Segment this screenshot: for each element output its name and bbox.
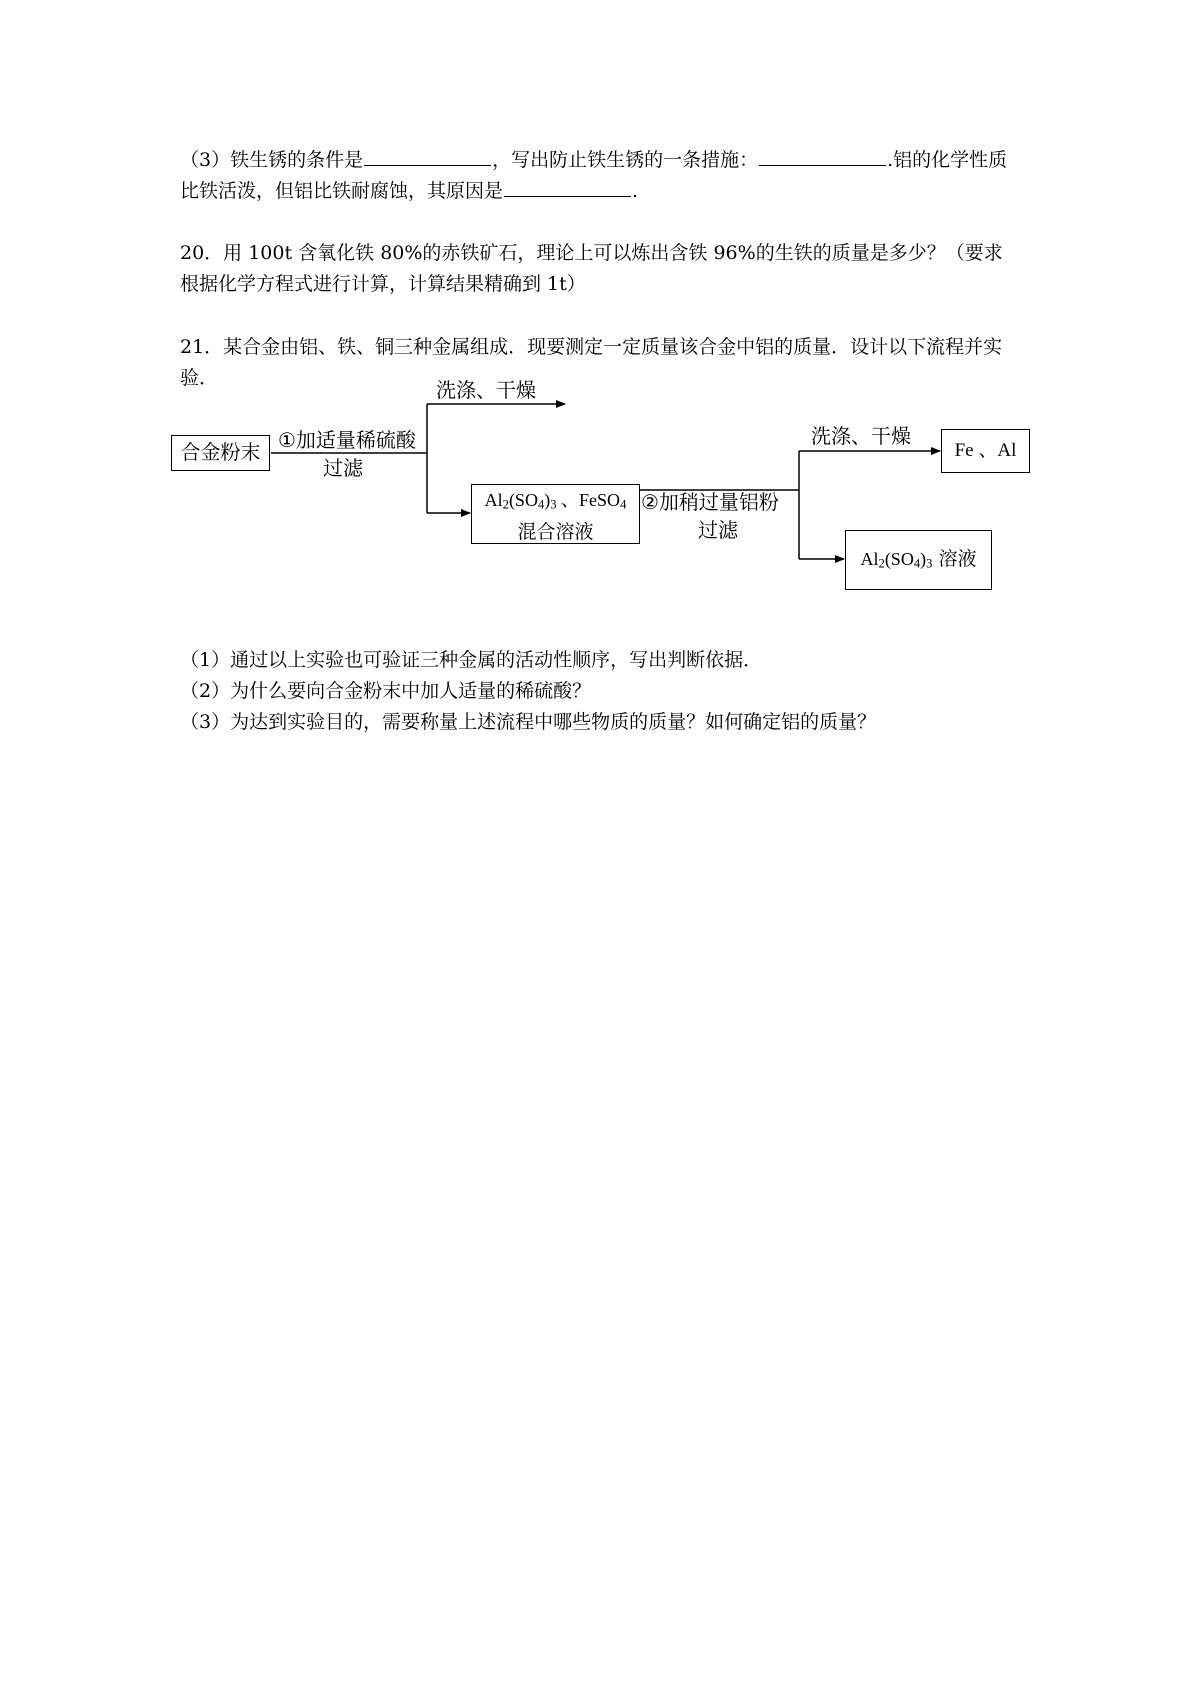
mixed-solution-formula: $Al_2(SO_4)_3$ 、FeSO$_4$	[484, 490, 627, 512]
step2-reagent-label: ②加稍过量铝粉	[641, 490, 779, 514]
mixed-solution-label: 混合溶液	[517, 520, 594, 543]
alloy-powder-label: 合金粉末	[180, 440, 261, 464]
question-20	[180, 238, 1015, 300]
mixed-solution-box	[471, 484, 640, 544]
question-19-part-3	[180, 145, 1015, 207]
q19-3-mid2: .铝的化学性质比铁活泼，但铝比铁耐腐蚀，其原因是	[180, 149, 1008, 202]
answer-blank-rust-prevention[interactable]	[759, 145, 886, 166]
question-21	[180, 332, 1015, 394]
q19-3-prefix: （3）铁生锈的条件是	[180, 149, 364, 171]
flow-diagram	[170, 378, 1120, 646]
al-sulfate-solution-box	[845, 530, 992, 590]
q21-sub3: （3）为达到实验目的，需要称量上述流程中哪些物质的质量？如何确定铝的质量？	[180, 711, 877, 733]
fe-al-label: Fe 、Al	[954, 440, 1017, 461]
q21-text: 21．某合金由铝、铁、铜三种金属组成．现要测定一定质量该合金中铝的质量．设计以下流程并实验．	[180, 336, 1003, 389]
q21-sub2: （2）为什么要向合金粉末中加人适量的稀硫酸？	[180, 680, 592, 702]
step1-filter-label: 过滤	[323, 456, 363, 480]
q19-3-mid: ，写出防止铁生锈的一条措施：	[492, 149, 759, 171]
fe-al-box	[941, 429, 1030, 473]
step1-reagent-label: ①加适量稀硫酸	[278, 428, 416, 452]
answer-blank-rust-conditions[interactable]	[364, 145, 491, 166]
q19-3-suffix: .	[632, 180, 639, 202]
q21-sub1: （1）通过以上实验也可验证三种金属的活动性顺序，写出判断依据．	[180, 649, 763, 671]
question-21-subquestions	[180, 645, 1015, 738]
alloy-powder-box	[171, 435, 270, 471]
branch1-wash-dry-label: 洗涤、干燥	[436, 378, 536, 402]
answer-blank-aluminum-reason[interactable]	[504, 176, 631, 197]
step2-filter-label: 过滤	[698, 518, 738, 542]
branch2-wash-dry-label: 洗涤、干燥	[811, 424, 911, 448]
al-sulfate-solution-label: $Al_2(SO_4)_3$ 溶液	[860, 548, 977, 571]
q20-text: 20．用 100t 含氧化铁 80%的赤铁矿石，理论上可以炼出含铁 96%的生铁的质量是多少？（要求根据化学方程式进行计算，计算结果精确到 1t）	[180, 242, 1003, 295]
